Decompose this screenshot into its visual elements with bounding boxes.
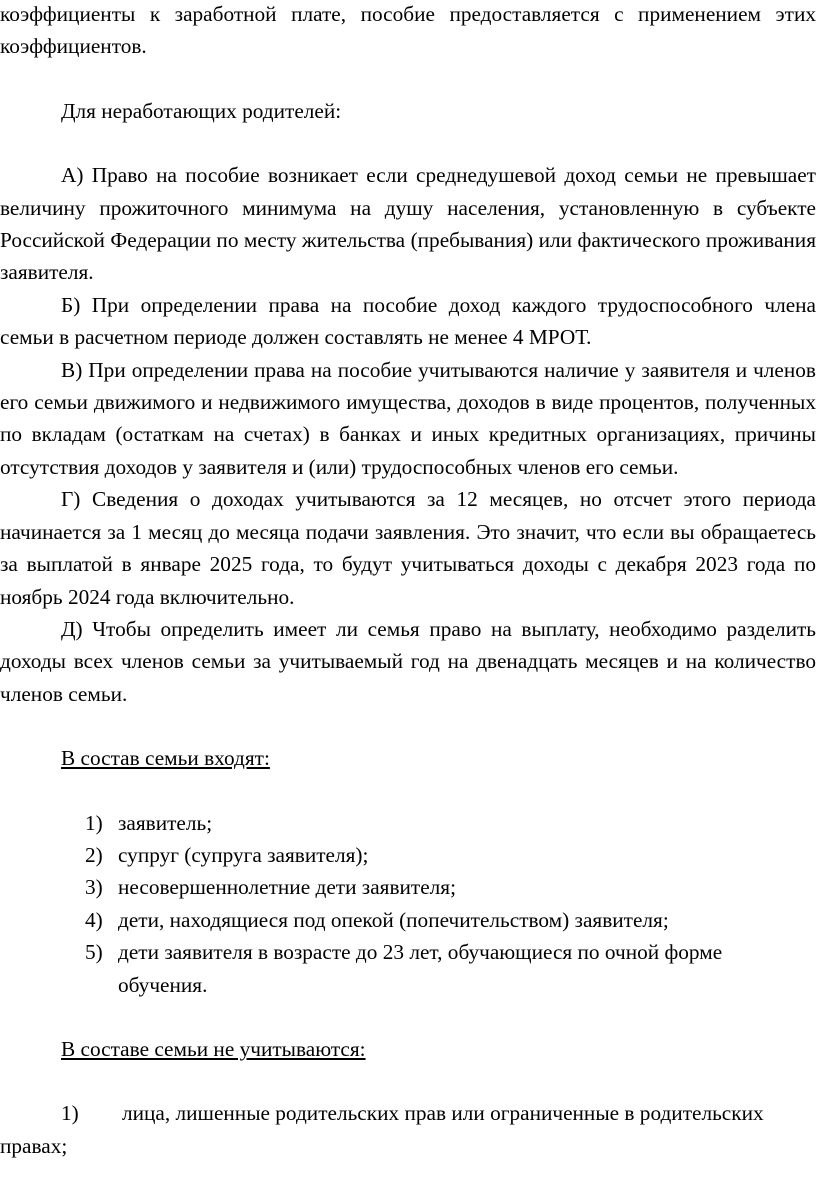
- condition-d: Д) Чтобы определить имеет ли семья право на выплату, необходимо разделить доходы всех членов семьи за учитываемый год на двенадцать месяцев и на количество членов семьи.: [0, 616, 816, 706]
- condition-v: В) При определении права на пособие учитываются наличие у заявителя и членов его семьи движимого и недвижимого имущества, доходов в виде процентов, полученных по вкладам (остаткам на счетах) в банках и иных кредитных организациях, причины отсутствия доходов у заявителя и (или) трудоспособных членов его семьи.: [0, 357, 816, 479]
- list-item-text: несовершеннолетние дети заявителя;: [118, 875, 457, 900]
- spacer: [0, 1065, 816, 1097]
- list-item-number: 2): [85, 842, 103, 867]
- family-heading: В состав семьи входят:: [61, 746, 270, 771]
- nonworking-heading: Для неработающих родителей:: [61, 98, 342, 123]
- spacer: [0, 63, 816, 95]
- list-item-text: дети заявителя в возрасте до 23 лет, обучающиеся по очной форме обучения.: [118, 940, 723, 997]
- list-item: [0, 904, 816, 936]
- spacer: [0, 127, 816, 159]
- excluded-heading: В составе семьи не учитываются:: [61, 1036, 366, 1061]
- list-item-number: 1): [61, 1101, 79, 1126]
- list-item-number: 4): [85, 907, 103, 932]
- intro-continuation: коэффициенты к заработной плате, пособие предоставляется с применением этих коэффициентов.: [0, 2, 816, 59]
- list-item-text: супруг (супруга заявителя);: [118, 842, 369, 867]
- list-item-text: лица, лишенные родительских прав или ограниченные в родительских правах;: [0, 1101, 764, 1158]
- list-item: [0, 839, 816, 871]
- list-item: [0, 807, 816, 839]
- excluded-item: [0, 1097, 816, 1162]
- list-item: [0, 871, 816, 903]
- condition-g: Г) Сведения о доходах учитываются за 12 месяцев, но отсчет этого периода начинается за 1 месяц до месяца подачи заявления. Это значит, что если вы обращаетесь за выплатой в январе 2025 года, то будут учитываться доходы с декабря 2023 года по ноябрь 2024 года включительно.: [0, 487, 816, 609]
- family-members-list: [0, 807, 816, 1001]
- condition-b: Б) При определении права на пособие доход каждого трудоспособного члена семьи в расчетном периоде должен составлять не менее 4 МРОТ.: [0, 292, 816, 350]
- list-item-number: 1): [85, 810, 103, 835]
- list-item-number: 3): [85, 875, 103, 900]
- condition-a: А) Право на пособие возникает если среднедушевой доход семьи не превышает величину прожиточного минимума на душу населения, установленную в субъекте Российской Федерации по месту жительства (пребывания) или фактического проживания заявителя.: [0, 163, 816, 285]
- list-item: [0, 936, 816, 1001]
- spacer: [0, 775, 816, 807]
- spacer: [0, 710, 816, 742]
- list-item-text: заявитель;: [118, 810, 213, 835]
- spacer: [0, 1001, 816, 1033]
- list-item-text: дети, находящиеся под опекой (попечительством) заявителя;: [118, 907, 669, 932]
- list-item-number: 5): [85, 940, 103, 965]
